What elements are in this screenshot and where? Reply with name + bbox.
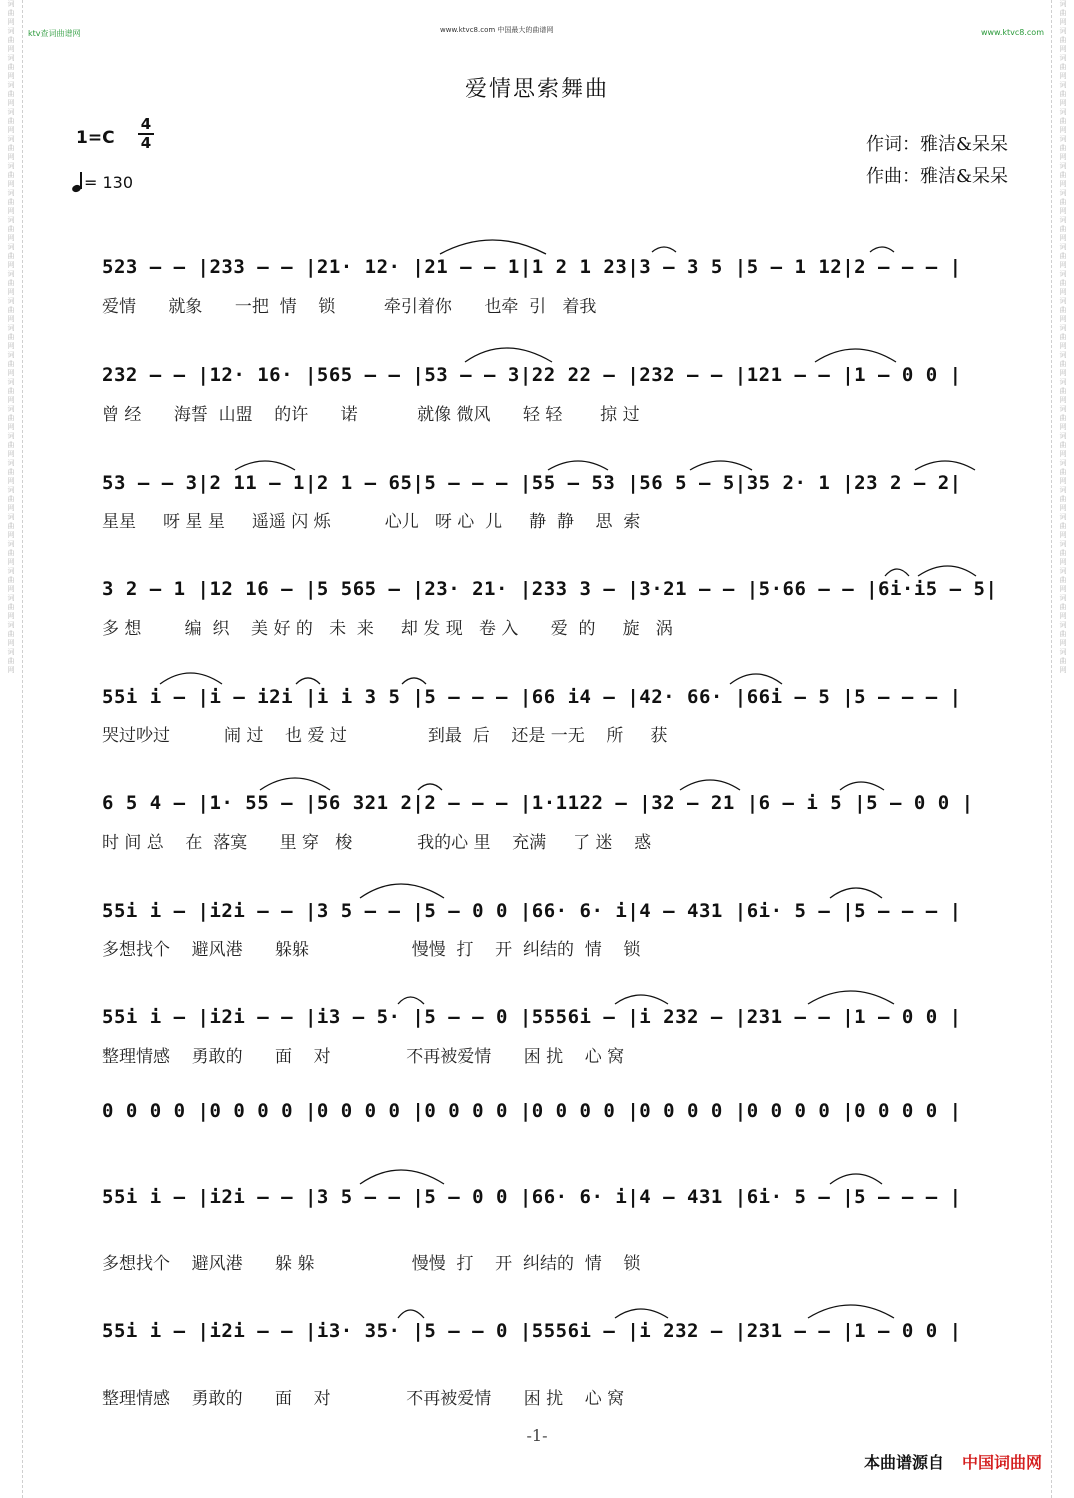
slur bbox=[870, 247, 894, 252]
song-title: 爱情思索舞曲 bbox=[464, 77, 609, 102]
slur bbox=[398, 997, 424, 1004]
notation-row: 523 — — |233 — — |21· 12· |21 — — 1|1 2 1 23|3 — 3 5 |5 — 1 12|2 — — — | bbox=[102, 256, 962, 278]
header-center-text: www.ktvc8.com 中国最大的曲谱网 bbox=[440, 26, 554, 34]
slur bbox=[398, 1310, 424, 1318]
slur bbox=[808, 991, 894, 1004]
slur bbox=[465, 348, 552, 362]
slur bbox=[840, 782, 884, 790]
slur bbox=[830, 888, 882, 898]
slur bbox=[160, 673, 222, 684]
tempo-value: = 130 bbox=[84, 173, 134, 192]
slur bbox=[730, 674, 782, 684]
notation-row: 3 2 — 1 |12 16 — |5 565 — |23· 21· |233 3 — |3·21 — — |5·66 — — |6i·i5 — 5| bbox=[102, 578, 998, 600]
source-credit bbox=[864, 1450, 1042, 1473]
notation-row: 53 — — 3|2 11 — 1|2 1 — 65|5 — — — |55 — 53 |56 5 — 5|35 2· 1 |23 2 — 2| bbox=[102, 472, 962, 494]
lyrics-row: 多想找个 避风港 躲躲 慢慢 打 开 纠结的 情 锁 bbox=[102, 940, 641, 960]
slur bbox=[885, 569, 909, 576]
notation-row: 55i i — |i2i — — |i3· 35· |5 — — 0 |5556i — |i 232 — |231 — — |1 — 0 0 | bbox=[102, 1320, 962, 1342]
left-watermark-strip bbox=[0, 0, 23, 1498]
slur bbox=[652, 247, 676, 252]
lyrics-row: 多想找个 避风港 躲 躲 慢慢 打 开 纠结的 情 锁 bbox=[102, 1254, 641, 1274]
slur bbox=[915, 461, 975, 470]
time-signature-bottom: 4 bbox=[140, 134, 152, 152]
slur bbox=[440, 240, 546, 254]
key-signature: 1=C bbox=[76, 128, 115, 148]
side-watermark-text: 词曲网词曲网词曲网词曲网词曲网词曲网词曲网词曲网词曲网词曲网词曲网词曲网词曲网词曲网词曲网词曲网词曲网词曲网词曲网词曲网词曲网词曲网词曲网词曲网词曲网 bbox=[1059, 0, 1067, 674]
notation-row: 6 5 4 — |1· 55 — |56 321 2|2 — — — |1·1122 — |32 — 21 |6 — i 5 |5 — 0 0 | bbox=[102, 792, 974, 814]
lyrics-row: 曾 经 海誓 山盟 的许 诺 就像 微风 轻 轻 掠 过 bbox=[102, 405, 640, 425]
right-watermark-strip bbox=[1051, 0, 1074, 1498]
slur bbox=[918, 566, 976, 576]
lyrics-row: 哭过吵过 闹 过 也 爱 过 到最 后 还是 一无 所 获 bbox=[102, 726, 668, 746]
tempo-marking bbox=[72, 172, 133, 192]
slur bbox=[815, 349, 896, 362]
slur bbox=[615, 995, 668, 1004]
notation-row: 55i i — |i2i — — |i3 — 5· |5 — — 0 |5556i — |i 232 — |231 — — |1 — 0 0 | bbox=[102, 1006, 962, 1028]
notation-row: 55i i — |i — i2i |i i 3 5 |5 — — — |66 i4 — |42· 66· |66i — 5 |5 — — — | bbox=[102, 686, 962, 708]
slur bbox=[260, 778, 330, 790]
lyricist-credit: 作词：雅洁&呆呆 bbox=[865, 134, 1008, 155]
side-watermark-text: 词曲网词曲网词曲网词曲网词曲网词曲网词曲网词曲网词曲网词曲网词曲网词曲网词曲网词曲网词曲网词曲网词曲网词曲网词曲网词曲网词曲网词曲网词曲网词曲网词曲网 bbox=[7, 0, 15, 674]
slur bbox=[402, 678, 426, 684]
header-right-site[interactable]: www.ktvc8.com bbox=[980, 28, 1044, 37]
lyrics-row: 时 间 总 在 落寞 里 穿 梭 我的心 里 充满 了 迷 惑 bbox=[102, 833, 652, 853]
lyrics-row: 星星 呀 星 星 遥遥 闪 烁 心儿 呀 心 儿 静 静 思 索 bbox=[102, 512, 641, 532]
lyrics-row: 整理情感 勇敢的 面 对 不再被爱情 困 扰 心 窝 bbox=[102, 1389, 625, 1409]
notation-row: 55i i — |i2i — — |3 5 — — |5 — 0 0 |66· 6· i|4 — 431 |6i· 5 — |5 — — — | bbox=[102, 1186, 962, 1208]
lyrics-row: 爱情 就象 一把 情 锁 牵引着你 也牵 引 着我 bbox=[102, 297, 597, 317]
lyrics-row: 整理情感 勇敢的 面 对 不再被爱情 困 扰 心 窝 bbox=[102, 1047, 625, 1067]
time-signature bbox=[138, 116, 154, 152]
quarter-note-icon bbox=[72, 172, 84, 192]
notation-row: 0 0 0 0 |0 0 0 0 |0 0 0 0 |0 0 0 0 |0 0 0 0 |0 0 0 0 |0 0 0 0 |0 0 0 0 | bbox=[102, 1100, 962, 1122]
composer-credit: 作曲：雅洁&呆呆 bbox=[865, 166, 1008, 187]
time-signature-top: 4 bbox=[140, 115, 152, 133]
slur bbox=[296, 678, 320, 684]
slur bbox=[808, 1305, 894, 1318]
slur bbox=[235, 461, 295, 470]
slur bbox=[680, 780, 740, 790]
slur bbox=[615, 1309, 668, 1318]
lyrics-row: 多 想 编 织 美 好 的 未 来 却 发 现 卷 入 爱 的 旋 涡 bbox=[102, 619, 673, 639]
slur bbox=[360, 1170, 444, 1184]
header-left-site[interactable]: ktv查词曲谱网 bbox=[28, 29, 81, 38]
source-label: 本曲谱源自 bbox=[863, 1453, 944, 1472]
slur bbox=[548, 461, 608, 470]
slur bbox=[418, 784, 442, 790]
slur bbox=[360, 884, 444, 898]
slur bbox=[830, 1174, 882, 1184]
slur bbox=[690, 461, 752, 470]
notation-row: 232 — — |12· 16· |565 — — |53 — — 3|22 22 — |232 — — |121 — — |1 — 0 0 | bbox=[102, 364, 962, 386]
source-site-link[interactable]: 中国词曲网 bbox=[961, 1453, 1042, 1472]
page-number: -1- bbox=[526, 1426, 548, 1445]
notation-row: 55i i — |i2i — — |3 5 — — |5 — 0 0 |66· 6· i|4 — 431 |6i· 5 — |5 — — — | bbox=[102, 900, 962, 922]
